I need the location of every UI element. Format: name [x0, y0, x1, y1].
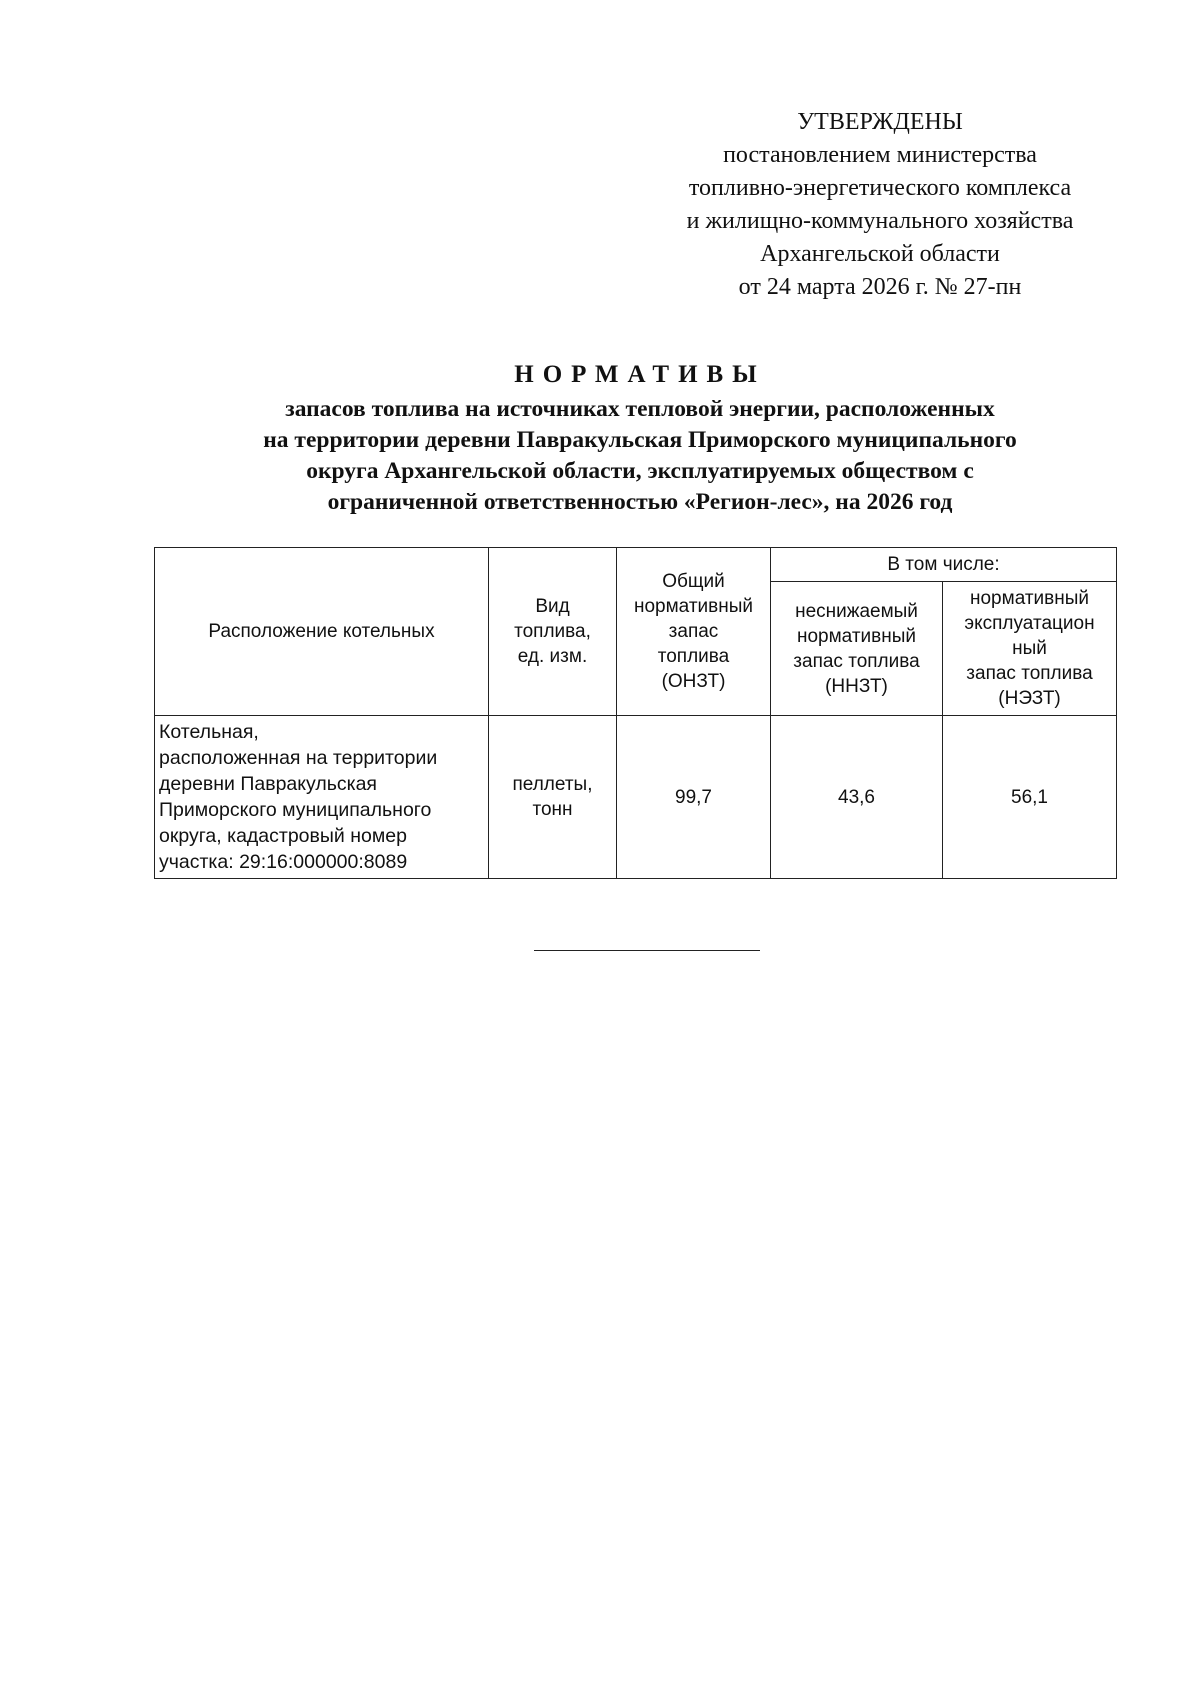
approval-stamp-block	[620, 106, 1140, 304]
header-fuel-type: Вид топлива, ед. изм.	[489, 548, 617, 716]
approval-line: Архангельской области	[760, 241, 1000, 267]
cell-nnzt: 43,6	[771, 716, 943, 879]
header-total-onzt: Общий нормативный запас топлива (ОНЗТ)	[617, 548, 771, 716]
table-header-row	[155, 548, 1117, 582]
header-nnzt: неснижаемый нормативный запас топлива (ННЗТ)	[771, 582, 943, 716]
cell-boiler-location: Котельная, расположенная на территории деревни Павракульская Приморского муниципального округа, кадастровый номер участка: 29:16:000000:8089	[155, 716, 489, 879]
document-title: НОРМАТИВЫ	[514, 361, 766, 388]
approval-line: постановлением министерства	[723, 142, 1037, 168]
subtitle-line: запасов топлива на источниках тепловой энергии, расположенных	[285, 396, 995, 422]
header-including: В том числе:	[771, 548, 1117, 582]
cell-fuel-type: пеллеты, тонн	[489, 716, 617, 879]
approval-heading: УТВЕРЖДЕНЫ	[797, 109, 963, 135]
end-of-document-rule	[534, 950, 760, 951]
approval-date-number: от 24 марта 2026 г. № 27-пн	[738, 274, 1022, 300]
table-row	[155, 716, 1117, 879]
cell-total-onzt: 99,7	[617, 716, 771, 879]
header-location: Расположение котельных	[155, 548, 489, 716]
approval-line: топливно-энергетического комплекса	[688, 175, 1072, 201]
cell-nezt: 56,1	[943, 716, 1117, 879]
subtitle-line: ограниченной ответственностью «Регион-лес», на 2026 год	[327, 489, 953, 515]
subtitle-line: на территории деревни Павракульская Приморского муниципального	[263, 427, 1017, 453]
approval-line: и жилищно-коммунального хозяйства	[686, 208, 1074, 234]
document-subtitle	[150, 394, 1130, 518]
subtitle-line: округа Архангельской области, эксплуатируемых обществом с	[306, 458, 974, 484]
fuel-norms-table	[154, 547, 1117, 879]
document-title-block	[150, 358, 1130, 518]
header-nezt: нормативный эксплуатацион ный запас топлива (НЭЗТ)	[943, 582, 1117, 716]
